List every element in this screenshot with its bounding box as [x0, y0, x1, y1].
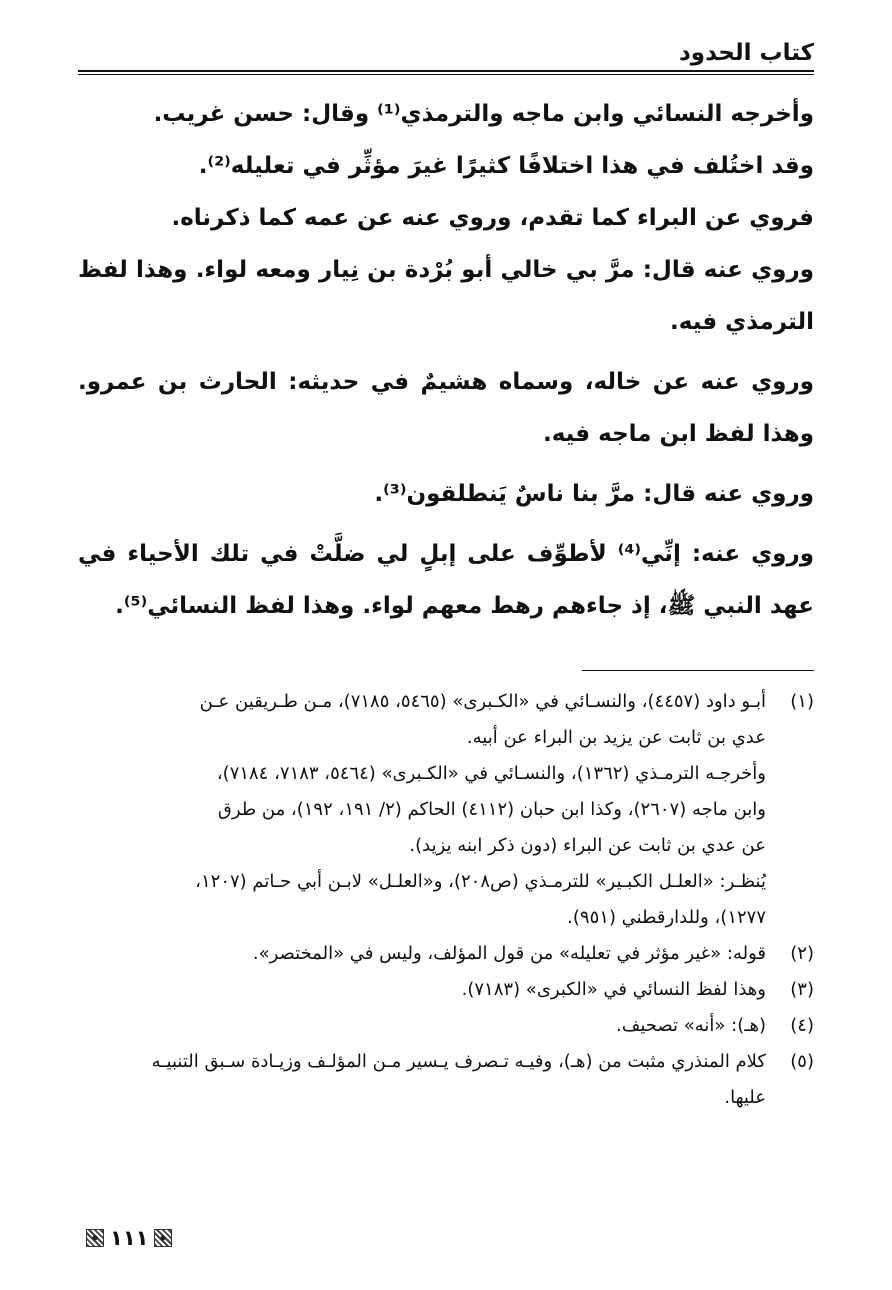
chapter-title: كتاب الحدود: [678, 40, 814, 66]
footnote-body: [78, 684, 766, 936]
footnote-separator: [582, 670, 814, 671]
ornament-icon: [154, 1229, 172, 1247]
footnote-line: يُنظـر: «العلـل الكبـير» للترمـذي (ص٢٠٨)، و«العلـل» لابـن أبي حـاتم (١٢٠٧،: [195, 871, 766, 892]
footnote-number: (٢): [790, 943, 814, 964]
ornament-icon: [86, 1229, 104, 1247]
paragraph: وروي عنه عن خاله، وسماه هشيمٌ في حديثه: الحارث بن عمرو. وهذا لفظ ابن ماجه فيه.: [78, 369, 814, 447]
footnote-line: كلام المنذري مثبت من (هـ)، وفيـه تـصرف يـسير مـن المؤلـف وزيـادة سـبق التنبيـه: [151, 1051, 766, 1072]
footnote-line: عن عدي بن ثابت عن البراء (دون ذكر ابنه يزيد).: [409, 835, 766, 856]
paragraph: وروي عنه: إنِّي⁽⁴⁾ لأطوِّف على إبلٍ لي ضلَّتْ في تلك الأحياء في عهد النبي ﷺ، إذ جاءهم رهط معهم لواء. وهذا لفظ النسائي⁽⁵⁾.: [78, 541, 814, 619]
footnote-line: (هـ): «أنه» تصحيف.: [615, 1015, 766, 1036]
footnote-5: [78, 1044, 814, 1116]
footnote-line: عدي بن ثابت عن يزيد بن البراء عن أبيه.: [466, 727, 766, 748]
footnote-body: [78, 936, 766, 972]
header-rule: [78, 70, 814, 72]
footnotes: [78, 684, 814, 1116]
footnote-line: أبـو داود (٤٤٥٧)، والنسـائي في «الكـبرى» (٥٤٦٥، ٧١٨٥)، مـن طـريقين عـن: [199, 691, 766, 712]
footnote-number: (٤): [790, 1015, 814, 1036]
footnote-line: ١٢٧٧)، وللدارقطني (٩٥١).: [567, 907, 766, 928]
paragraph: فروي عن البراء كما تقدم، وروي عنه عن عمه كما ذكرناه.: [171, 205, 814, 231]
footnote-body: [78, 1044, 766, 1116]
footnote-2: [78, 936, 814, 972]
footnote-number: (١): [790, 691, 814, 712]
footnote-number: (٥): [790, 1051, 814, 1072]
footnote-4: [78, 1008, 814, 1044]
footnote-line: قوله: «غير مؤثر في تعليله» من قول المؤلف، وليس في «المختصر».: [252, 943, 766, 964]
footnote-line: وابن ماجه (٢٦٠٧)، وكذا ابن حبان (٤١١٢) الحاكم (٢/ ١٩١، ١٩٢)، من طرق: [217, 799, 766, 820]
paragraph: وقد اختُلف في هذا اختلافًا كثيرًا غيرَ مؤثِّر في تعليله⁽²⁾.: [198, 153, 814, 179]
header-rule-thin: [78, 74, 814, 75]
footnote-line: وأخرجـه الترمـذي (١٣٦٢)، والنسـائي في «الكـبرى» (٥٤٦٤، ٧١٨٣، ٧١٨٤)،: [216, 763, 766, 784]
footnote-line: وهذا لفظ النسائي في «الكبرى» (٧١٨٣).: [461, 979, 766, 1000]
page-number-block: [80, 1224, 178, 1252]
running-header: [78, 38, 814, 74]
footnote-body: [78, 1008, 766, 1044]
page-number: ١١١: [110, 1226, 149, 1250]
paragraph: وروي عنه قال: مرَّ بنا ناسٌ يَنطلقون⁽³⁾.: [374, 481, 814, 507]
paragraph: وروي عنه قال: مرَّ بي خالي أبو بُرْدة بن نِيار ومعه لواء. وهذا لفظ الترمذي فيه.: [78, 257, 814, 335]
footnote-body: [78, 972, 766, 1008]
main-text: [78, 88, 814, 632]
paragraph: وأخرجه النسائي وابن ماجه والترمذي⁽¹⁾ وقال: حسن غريب.: [153, 101, 814, 127]
footnote-line: عليها.: [724, 1087, 766, 1108]
footnote-3: [78, 972, 814, 1008]
footnote-number: (٣): [790, 979, 814, 1000]
footnote-1: [78, 684, 814, 936]
